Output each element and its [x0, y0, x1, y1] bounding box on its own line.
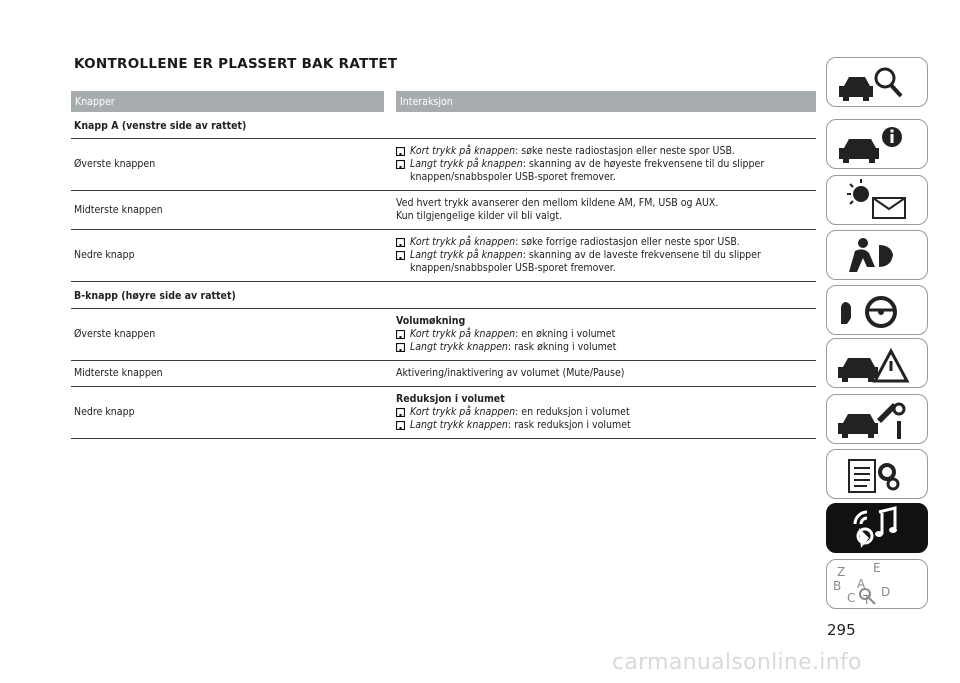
- button-cell: [71, 230, 396, 281]
- press-type: Langt trykk på knappen: [410, 249, 523, 261]
- press-type: Langt trykk knappen: [410, 419, 508, 431]
- interaction-cell: [396, 230, 816, 281]
- press-effect: : skanning av de laveste frekvensene til du slipper knappen/snabbspoler USB-sporet fremover.: [410, 249, 761, 274]
- interaction-subheading: Reduksjon i volumet: [396, 393, 505, 405]
- press-instruction: [396, 145, 816, 158]
- button-cell: [71, 191, 396, 229]
- button-name: Midterste knappen: [74, 367, 163, 379]
- svg-text:A: A: [857, 577, 866, 591]
- press-button-icon: [396, 330, 405, 339]
- chapter-tab-car-maintenance[interactable]: [826, 394, 928, 444]
- table-row: [71, 230, 816, 282]
- press-effect: : en økning i volumet: [515, 328, 616, 340]
- button-name: Øverste knappen: [74, 328, 156, 340]
- instruction-text: [410, 145, 735, 158]
- instruction-text: [410, 406, 630, 419]
- svg-text:C: C: [847, 591, 856, 605]
- chapter-tab-alphabetical-index[interactable]: [826, 559, 928, 609]
- press-instruction: [396, 158, 816, 184]
- interaction-cell: [396, 191, 816, 229]
- press-button-icon: [396, 160, 405, 169]
- table-body: [71, 112, 816, 439]
- press-button-icon: [396, 238, 405, 247]
- press-effect: : rask reduksjon i volumet: [507, 419, 631, 431]
- press-effect: : skanning av de høyeste frekvensene til du slipper knappen/snabbspoler USB-sporet fremover.: [410, 158, 765, 183]
- instruction-text: [410, 328, 615, 341]
- table-row: [71, 139, 816, 191]
- table-row: [71, 191, 816, 230]
- chapter-tab-warning-lights-message[interactable]: [826, 175, 928, 225]
- svg-text:T: T: [863, 593, 871, 607]
- interaction-cell: [396, 309, 816, 360]
- interaction-cell: [396, 139, 816, 190]
- press-instruction: [396, 236, 816, 249]
- table-row: [71, 309, 816, 361]
- instruction-text: [410, 236, 740, 249]
- press-button-icon: [396, 421, 405, 430]
- svg-text:D: D: [881, 585, 891, 599]
- press-instruction: [396, 419, 816, 432]
- press-button-icon: [396, 251, 405, 260]
- section-heading: Knapp A (venstre side av rattet): [71, 112, 816, 139]
- press-type: Langt trykk på knappen: [410, 158, 523, 170]
- press-effect: : søke forrige radiostasjon eller neste spor USB.: [515, 236, 740, 248]
- instruction-text: [410, 419, 631, 432]
- header-buttons: Knapper: [71, 91, 384, 112]
- instruction-text: [410, 249, 816, 275]
- interaction-cell: [396, 387, 816, 438]
- button-name: Nedre knapp: [74, 249, 135, 261]
- press-instruction: [396, 406, 816, 419]
- instruction-text: [410, 158, 816, 184]
- chapter-tab-starting-driving[interactable]: [826, 285, 928, 335]
- press-instruction: [396, 341, 816, 354]
- chapter-tab-technical-data[interactable]: [826, 449, 928, 499]
- table-header: [71, 91, 816, 112]
- interaction-subheading: Volumøkning: [396, 315, 466, 327]
- table-row: [71, 387, 816, 439]
- watermark: carmanualsonline.info: [612, 650, 862, 675]
- press-button-icon: [396, 408, 405, 417]
- press-effect: : søke neste radiostasjon eller neste spor USB.: [515, 145, 735, 157]
- press-instruction: [396, 328, 816, 341]
- press-effect: : rask økning i volumet: [507, 341, 617, 353]
- press-instruction: [396, 249, 816, 275]
- svg-text:E: E: [873, 561, 881, 575]
- press-button-icon: [396, 343, 405, 352]
- button-cell: [71, 139, 396, 190]
- press-type: Kort trykk på knappen: [410, 145, 516, 157]
- press-type: Langt trykk knappen: [410, 341, 508, 353]
- button-cell: [71, 309, 396, 360]
- press-effect: : en reduksjon i volumet: [515, 406, 630, 418]
- table-row: [71, 361, 816, 387]
- svg-text:B: B: [833, 579, 842, 593]
- header-interaction: Interaksjon: [396, 91, 816, 112]
- page-title: KONTROLLENE ER PLASSERT BAK RATTET: [74, 56, 398, 72]
- chapter-tab-car-info[interactable]: [826, 119, 928, 169]
- button-name: Midterste knappen: [74, 203, 163, 216]
- press-type: Kort trykk på knappen: [410, 236, 516, 248]
- interaction-cell: [396, 361, 816, 386]
- page-number: 295: [827, 621, 856, 639]
- controls-table: [71, 91, 816, 439]
- interaction-text: Kun tilgjengelige kilder vil bli valgt.: [396, 210, 563, 222]
- press-type: Kort trykk på knappen: [410, 328, 516, 340]
- chapter-tab-multimedia[interactable]: [826, 503, 928, 553]
- button-cell: [71, 387, 396, 438]
- press-type: Kort trykk på knappen: [410, 406, 516, 418]
- section-heading: B-knapp (høyre side av rattet): [71, 282, 816, 309]
- interaction-text: Ved hvert trykk avanserer den mellom kildene AM, FM, USB og AUX.: [396, 197, 719, 209]
- chapter-tab-car-breakdown[interactable]: [826, 338, 928, 388]
- button-cell: [71, 361, 396, 386]
- button-name: Øverste knappen: [74, 158, 156, 170]
- chapter-tab-airbag-seatbelt[interactable]: [826, 230, 928, 280]
- svg-text:Z: Z: [837, 565, 846, 579]
- interaction-text: Aktivering/inaktivering av volumet (Mute/Pause): [396, 367, 625, 379]
- instruction-text: [410, 341, 616, 354]
- press-button-icon: [396, 147, 405, 156]
- chapter-tab-car-search[interactable]: [826, 57, 928, 107]
- button-name: Nedre knapp: [74, 406, 135, 418]
